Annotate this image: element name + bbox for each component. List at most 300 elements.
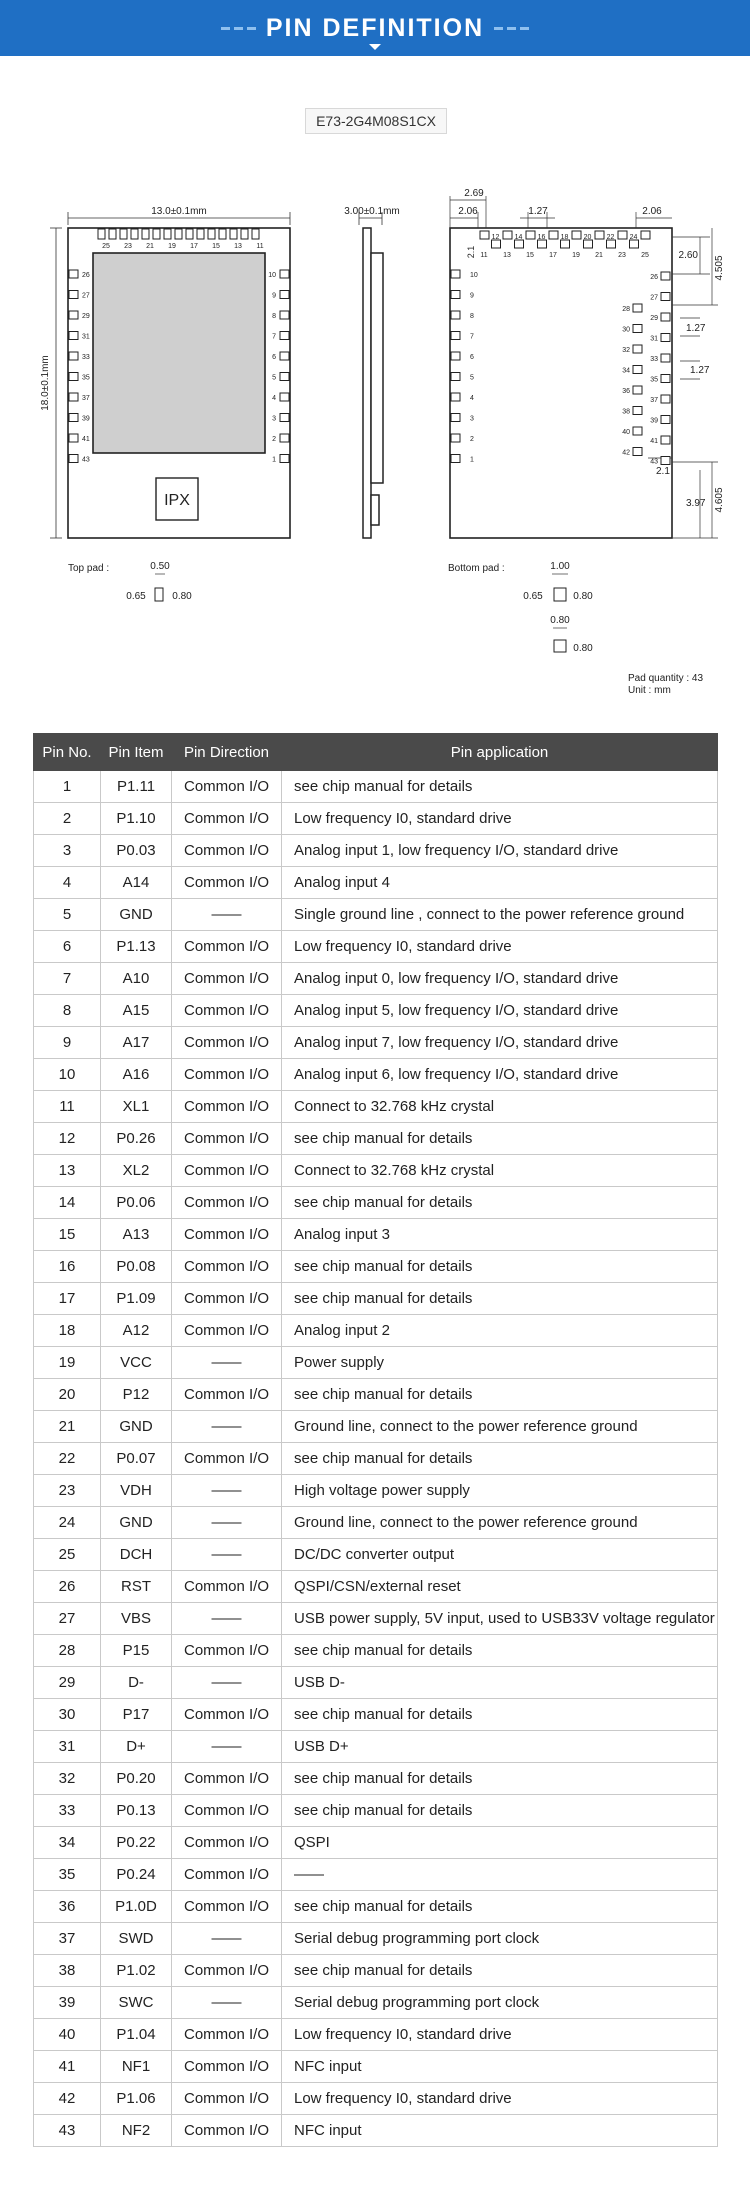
bottom-dim-4-505: 4.505 [714,255,725,281]
bottom-inner-pad [633,386,642,394]
bottom-left-pad [451,393,460,401]
unit-note: Unit : mm [628,685,671,696]
ipx-connector-label: IPX [164,492,190,509]
top-width-dim: 13.0±0.1mm [151,206,207,217]
cell-pin-no: 33 [34,1795,101,1827]
bottom-right-pin-number: 39 [650,417,658,425]
cell-pin-application: —— [282,1859,718,1891]
table-row [34,1763,718,1795]
header-title: PIN DEFINITION [265,13,485,42]
top-pad-dim-b: 0.80 [172,591,192,602]
cell-pin-direction: Common I/O [172,2083,282,2115]
cell-pin-item: P1.02 [101,1955,172,1987]
cell-pin-application: Analog input 4 [282,867,718,899]
bottom-right-pin-number: 33 [650,356,658,363]
bottom-top-pin-number: 24 [629,234,638,241]
bottom-inner-pin-number: 40 [622,429,630,436]
left-pin-number: 33 [82,354,90,361]
cell-pin-no: 37 [34,1923,101,1955]
cell-pin-direction: —— [172,1539,282,1571]
bottom-top-pin-number: 22 [606,234,615,241]
cell-pin-direction: —— [172,1411,282,1443]
bottom-inner-pin-number: 36 [622,388,630,395]
table-row [34,1827,718,1859]
bottom-right-pin-number: 26 [650,274,658,281]
cell-pin-direction: —— [172,1923,282,1955]
cell-pin-no: 11 [34,1091,101,1123]
cell-pin-item: DCH [101,1539,172,1571]
cell-pin-direction: Common I/O [172,995,282,1027]
table-row [34,1315,718,1347]
top-edge-pad [208,229,215,239]
bottom-right-pad [661,457,670,465]
cell-pin-direction: Common I/O [172,803,282,835]
bottom-dim-3-97: 3.97 [686,498,706,509]
cell-pin-item: SWD [101,1923,172,1955]
bottom-right-pin-number: 37 [650,397,658,404]
cell-pin-item: NF2 [101,2115,172,2147]
top-pin-number: 13 [234,243,242,250]
cell-pin-application: USB D- [282,1667,718,1699]
bottom-left-pin-number: 10 [470,272,478,279]
top-pin-number: 21 [146,243,154,250]
cell-pin-no: 42 [34,2083,101,2115]
bottom-top-pad [515,240,524,248]
cell-pin-application: see chip manual for details [282,1699,718,1731]
table-row [34,771,718,803]
side-view [344,206,400,538]
cell-pin-direction: —— [172,1667,282,1699]
bottom-right-pad [661,436,670,444]
bottom-left-pad [451,311,460,319]
cell-pin-item: XL1 [101,1091,172,1123]
cell-pin-no: 26 [34,1571,101,1603]
bottom-right-pin-number: 29 [650,315,658,322]
cell-pin-application: Analog input 3 [282,1219,718,1251]
header-pin-item: Pin Item [101,734,172,771]
cell-pin-item: P0.22 [101,1827,172,1859]
cell-pin-application: see chip manual for details [282,1251,718,1283]
cell-pin-item: RST [101,1571,172,1603]
cell-pin-no: 32 [34,1763,101,1795]
left-pin-number: 31 [82,333,90,341]
cell-pin-no: 2 [34,803,101,835]
cell-pin-application: USB power supply, 5V input, used to USB33V voltage regulator [282,1603,718,1635]
bottom-inner-pad [633,427,642,435]
table-row [34,2115,718,2147]
bottom-left-pad [451,455,460,463]
table-row [34,1955,718,1987]
bottom-top-pin-number: 11 [480,252,488,259]
top-pin-number: 19 [168,243,176,250]
cell-pin-no: 25 [34,1539,101,1571]
cell-pin-application: see chip manual for details [282,1443,718,1475]
bottom-pad-width: 1.00 [550,561,570,572]
table-row [34,867,718,899]
left-edge-pad [69,393,78,401]
cell-pin-no: 12 [34,1123,101,1155]
cell-pin-item: D- [101,1667,172,1699]
bottom-pad-dim-b: 0.80 [573,591,593,602]
cell-pin-direction: Common I/O [172,1635,282,1667]
cell-pin-application: see chip manual for details [282,1379,718,1411]
bottom-top-pin-number: 14 [514,234,523,241]
bottom-right-pin-number: 35 [650,376,658,384]
cell-pin-item: P0.07 [101,1443,172,1475]
cell-pin-application: USB D+ [282,1731,718,1763]
cell-pin-item: GND [101,899,172,931]
left-edge-pad [69,311,78,319]
table-row [34,963,718,995]
bottom-right-pad [661,354,670,362]
cell-pin-direction: Common I/O [172,1187,282,1219]
left-edge-pad [69,455,78,463]
header-left-dashes [221,27,256,30]
bottom-right-pad [661,293,670,301]
right-edge-pad [280,455,289,463]
cell-pin-no: 39 [34,1987,101,2019]
table-row [34,1891,718,1923]
bottom-dim-4-605: 4.605 [714,487,725,513]
bottom-dim-2-1-side: 2.1 [466,245,476,259]
bottom-top-pad [630,240,639,248]
left-edge-pad [69,352,78,360]
left-edge-pad [69,332,78,340]
header-pin-no: Pin No. [34,734,101,771]
bottom-right-pad [661,395,670,403]
top-pin-number: 23 [124,243,132,250]
bottom-top-pin-number: 20 [583,234,592,241]
bottom-inner-pin-number: 34 [622,367,630,375]
cell-pin-item: NF1 [101,2051,172,2083]
cell-pin-direction: Common I/O [172,867,282,899]
cell-pin-no: 30 [34,1699,101,1731]
table-row [34,835,718,867]
cell-pin-application: Single ground line , connect to the power reference ground [282,899,718,931]
cell-pin-item: P0.26 [101,1123,172,1155]
right-pin-number: 6 [272,354,276,361]
cell-pin-item: A14 [101,867,172,899]
cell-pin-direction: Common I/O [172,1251,282,1283]
header-caret-icon [369,44,381,50]
left-edge-pad [69,434,78,442]
cell-pin-no: 20 [34,1379,101,1411]
cell-pin-application: see chip manual for details [282,1123,718,1155]
bottom-left-pin-number: 1 [470,456,474,464]
cell-pin-direction: Common I/O [172,1123,282,1155]
cell-pin-no: 15 [34,1219,101,1251]
bottom-dim-2-06-right: 2.06 [642,206,662,217]
cell-pin-no: 10 [34,1059,101,1091]
cell-pin-direction: Common I/O [172,1155,282,1187]
cell-pin-no: 9 [34,1027,101,1059]
top-edge-pad [153,229,160,239]
cell-pin-direction: Common I/O [172,963,282,995]
cell-pin-application: DC/DC converter output [282,1539,718,1571]
cell-pin-application: Analog input 0, low frequency I/O, standard drive [282,963,718,995]
mechanical-drawing [0,140,750,700]
cell-pin-application: Connect to 32.768 kHz crystal [282,1155,718,1187]
top-edge-pad [230,229,237,239]
cell-pin-no: 19 [34,1347,101,1379]
bottom-square-pad-width: 0.80 [550,615,570,626]
bottom-dim-1-27-a: 1.27 [686,323,706,334]
bottom-left-pin-number: 2 [470,436,474,443]
bottom-top-pad [549,231,558,239]
top-edge-pad [219,229,226,239]
cell-pin-application: Connect to 32.768 kHz crystal [282,1091,718,1123]
pin-definition-table [33,733,718,2147]
bottom-dim-1-27-b: 1.27 [690,365,710,376]
left-pin-number: 39 [82,415,90,423]
bottom-left-pad [451,352,460,360]
top-edge-pad [131,229,138,239]
cell-pin-direction: Common I/O [172,1283,282,1315]
left-edge-pad [69,270,78,278]
table-row [34,1539,718,1571]
cell-pin-direction: Common I/O [172,1571,282,1603]
cell-pin-direction: Common I/O [172,1315,282,1347]
cell-pin-no: 38 [34,1955,101,1987]
table-row [34,1059,718,1091]
cell-pin-item: P15 [101,1635,172,1667]
table-row [34,1923,718,1955]
bottom-left-pin-number: 6 [470,354,474,361]
bottom-top-pin-number: 13 [503,252,511,259]
top-pin-number: 25 [102,243,110,250]
bottom-top-pad [584,240,593,248]
cell-pin-no: 41 [34,2051,101,2083]
bottom-inner-pad [633,304,642,312]
table-row [34,1731,718,1763]
cell-pin-direction: Common I/O [172,835,282,867]
cell-pin-application: QSPI/CSN/external reset [282,1571,718,1603]
side-thickness-dim: 3.00±0.1mm [344,206,400,217]
top-pin-number: 11 [256,243,264,250]
top-pin-number: 15 [212,243,220,250]
bottom-inner-pad [633,366,642,374]
bottom-top-pad [572,231,581,239]
cell-pin-direction: Common I/O [172,1443,282,1475]
cell-pin-no: 5 [34,899,101,931]
table-row [34,1699,718,1731]
table-header-row [34,734,718,771]
cell-pin-direction: Common I/O [172,1891,282,1923]
table-row [34,899,718,931]
cell-pin-application: Analog input 7, low frequency I/O, standard drive [282,1027,718,1059]
cell-pin-direction: Common I/O [172,1955,282,1987]
cell-pin-no: 29 [34,1667,101,1699]
cell-pin-item: XL2 [101,1155,172,1187]
cell-pin-no: 6 [34,931,101,963]
cell-pin-application: see chip manual for details [282,1187,718,1219]
bottom-left-pin-number: 4 [470,395,474,402]
cell-pin-no: 28 [34,1635,101,1667]
cell-pin-application: see chip manual for details [282,771,718,803]
table-row [34,1347,718,1379]
cell-pin-no: 31 [34,1731,101,1763]
right-edge-pad [280,373,289,381]
cell-pin-application: NFC input [282,2051,718,2083]
cell-pin-item: A15 [101,995,172,1027]
bottom-inner-pin-number: 38 [622,408,630,416]
table-row [34,931,718,963]
header-pin-application: Pin application [282,734,718,771]
cell-pin-application: Serial debug programming port clock [282,1987,718,2019]
cell-pin-application: see chip manual for details [282,1795,718,1827]
bottom-inner-pin-number: 30 [622,326,630,334]
bottom-top-pin-number: 17 [549,252,557,259]
bottom-inner-pin-number: 28 [622,306,630,313]
cell-pin-item: P12 [101,1379,172,1411]
cell-pin-item: P0.13 [101,1795,172,1827]
table-row [34,1123,718,1155]
table-row [34,1635,718,1667]
bottom-top-pad [492,240,501,248]
cell-pin-item: A16 [101,1059,172,1091]
bottom-top-pad [538,240,547,248]
cell-pin-no: 16 [34,1251,101,1283]
cell-pin-no: 24 [34,1507,101,1539]
cell-pin-item: A12 [101,1315,172,1347]
table-row [34,2083,718,2115]
model-label: E73-2G4M08S1CX [305,108,447,134]
bottom-dim-2-1: 2.1 [656,466,670,477]
bottom-top-pad [503,231,512,239]
top-pad-label: Top pad : [68,563,110,574]
cell-pin-item: P1.10 [101,803,172,835]
bottom-left-pin-number: 3 [470,415,474,423]
right-pin-number: 10 [268,272,276,279]
bottom-top-pin-number: 21 [595,252,603,259]
bottom-pad-dim-a: 0.65 [523,591,543,602]
cell-pin-direction: —— [172,1475,282,1507]
cell-pin-application: Low frequency I0, standard drive [282,2019,718,2051]
cell-pin-direction: Common I/O [172,1059,282,1091]
cell-pin-application: Analog input 5, low frequency I/O, standard drive [282,995,718,1027]
cell-pin-item: P17 [101,1699,172,1731]
top-edge-pad [120,229,127,239]
right-pin-number: 9 [272,292,276,300]
cell-pin-no: 40 [34,2019,101,2051]
top-height-dim: 18.0±0.1mm [40,355,51,411]
bottom-top-pin-number: 19 [572,252,580,259]
cell-pin-item: P0.08 [101,1251,172,1283]
bottom-view [450,188,725,538]
cell-pin-application: see chip manual for details [282,1891,718,1923]
table-row [34,1859,718,1891]
cell-pin-no: 36 [34,1891,101,1923]
left-edge-pad [69,373,78,381]
bottom-left-pin-number: 5 [470,374,474,382]
bottom-top-pad [641,231,650,239]
bottom-right-pin-number: 27 [650,294,658,302]
table-row [34,1507,718,1539]
top-edge-pad [252,229,259,239]
cell-pin-application: QSPI [282,1827,718,1859]
cell-pin-direction: —— [172,899,282,931]
cell-pin-no: 8 [34,995,101,1027]
cell-pin-item: P1.04 [101,2019,172,2051]
cell-pin-direction: Common I/O [172,1699,282,1731]
cell-pin-application: Low frequency I0, standard drive [282,931,718,963]
table-row [34,1475,718,1507]
bottom-top-pin-number: 15 [526,252,534,259]
right-edge-pad [280,414,289,422]
bottom-left-pad [451,414,460,422]
bottom-pad-label: Bottom pad : [448,563,505,574]
cell-pin-application: Low frequency I0, standard drive [282,2083,718,2115]
bottom-right-pad [661,416,670,424]
bottom-top-pin-number: 23 [618,252,626,259]
right-pin-number: 5 [272,374,276,382]
right-edge-pad [280,352,289,360]
right-edge-pad [280,270,289,278]
table-row [34,1155,718,1187]
bottom-dim-2-60: 2.60 [678,250,698,261]
left-pin-number: 27 [82,292,90,300]
cell-pin-item: GND [101,1507,172,1539]
cell-pin-no: 43 [34,2115,101,2147]
cell-pin-no: 4 [34,867,101,899]
bottom-right-pin-number: 41 [650,438,658,445]
cell-pin-item: A17 [101,1027,172,1059]
bottom-inner-pad [633,448,642,456]
bottom-top-pad [618,231,627,239]
cell-pin-item: P1.06 [101,2083,172,2115]
table-row [34,1795,718,1827]
cell-pin-application: Serial debug programming port clock [282,1923,718,1955]
top-pad-detail [68,561,192,602]
cell-pin-direction: Common I/O [172,1763,282,1795]
cell-pin-application: Low frequency I0, standard drive [282,803,718,835]
pad-quantity: Pad quantity : 43 [628,673,704,684]
bottom-right-pad [661,272,670,280]
table-row [34,803,718,835]
top-pin-number: 17 [190,243,198,250]
cell-pin-item: VDH [101,1475,172,1507]
table-row [34,1571,718,1603]
cell-pin-application: Ground line, connect to the power reference ground [282,1507,718,1539]
cell-pin-direction: Common I/O [172,1091,282,1123]
top-edge-pad [164,229,171,239]
cell-pin-no: 35 [34,1859,101,1891]
left-pin-number: 26 [82,272,90,279]
table-row [34,1283,718,1315]
bottom-inner-pad [633,407,642,415]
bottom-top-pad [526,231,535,239]
cell-pin-item: VCC [101,1347,172,1379]
cell-pin-item: P0.06 [101,1187,172,1219]
cell-pin-direction: Common I/O [172,931,282,963]
bottom-dim-1-27-top: 1.27 [528,206,548,217]
left-pin-number: 35 [82,374,90,382]
bottom-right-pad [661,313,670,321]
bottom-top-pin-number: 18 [560,234,569,241]
table-row [34,1603,718,1635]
cell-pin-direction: —— [172,1731,282,1763]
bottom-left-pad [451,434,460,442]
cell-pin-item: P0.20 [101,1763,172,1795]
header-right-dashes [494,27,529,30]
bottom-left-pad [451,270,460,278]
cell-pin-no: 14 [34,1187,101,1219]
cell-pin-no: 23 [34,1475,101,1507]
bottom-pad-detail [448,561,593,654]
cell-pin-no: 34 [34,1827,101,1859]
bottom-top-pin-number: 12 [491,234,500,241]
cell-pin-direction: Common I/O [172,1795,282,1827]
